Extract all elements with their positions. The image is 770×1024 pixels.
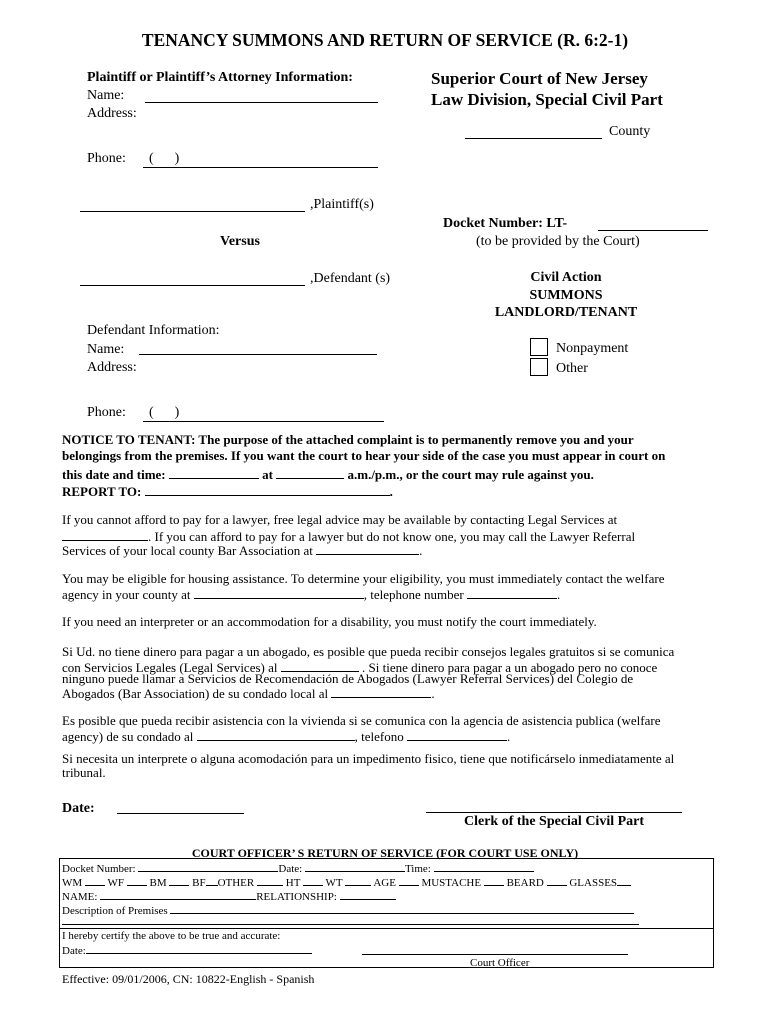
ros-wt-field[interactable] [345,875,371,886]
notice-ampm-text: a.m./p.m., or the court may rule against you. [347,467,594,482]
hearing-date-field[interactable] [169,466,259,479]
spanish1-line-4-end: . [431,686,435,701]
clerk-label: Clerk of the Special Civil Part [464,814,645,829]
spanish2-line-2b: , telefono [354,729,404,744]
ros-premises-field-2[interactable] [62,914,639,925]
ros-ht-field[interactable] [303,875,323,886]
defendant-party-field[interactable] [80,272,305,286]
defendant-name-field[interactable] [139,341,377,355]
ros-ht-label: HT [285,877,301,889]
ros-beard-label: BEARD [506,877,544,889]
defendant-party-label: ,Defendant (s) [310,271,391,286]
spanish2-line-1: Es posible que pueda recibir asistencia con la vivienda si se comunica con la agencia de asistencia publica (welfare [62,713,661,728]
ros-docket-field[interactable] [138,861,278,872]
spanish1-line-4a: Abogados (Bar Association) de su condado local al [62,686,329,701]
ros-date2-row [62,943,312,957]
nonpayment-checkbox[interactable] [530,338,548,356]
ros-certify-text: I hereby certify the above to be true and accurate: [62,930,281,942]
ros-time-field[interactable] [434,861,534,872]
plaintiff-phone-field[interactable] [143,151,378,168]
ros-relationship-label: RELATIONSHIP: [256,891,337,903]
court-officer-label: Court Officer [470,957,530,969]
ros-bf-field[interactable] [206,875,218,886]
report-to-label: REPORT TO: [62,484,142,499]
legal-line-3-text: Services of your local county Bar Association at [62,543,313,558]
spanish2-line-2-end: . [506,729,511,744]
plaintiff-name-field[interactable] [145,87,378,103]
plaintiff-name-label: Name: [87,88,125,103]
legal-line-3 [62,542,422,558]
ros-bf-label: BF [192,877,206,889]
colegio-abogados-field[interactable] [331,685,431,698]
hearing-time-field[interactable] [276,466,344,479]
legal-line-1: If you cannot afford to pay for a lawyer, free legal advice may be available by contacting Legal Services at [62,512,618,527]
spanish3-line-2: tribunal. [62,765,106,780]
versus-label: Versus [220,234,260,249]
housing-line-2 [62,586,560,602]
legal-line-3-end: . [419,543,423,558]
defendant-phone-field[interactable] [143,405,384,422]
ros-age-label: AGE [373,877,396,889]
spanish1-line-2a: con Servicios Legales (Legal Services) al [62,660,278,675]
date-label: Date: [62,801,95,816]
ros-time-label: Time: [404,863,431,875]
plaintiff-phone-paren: ( ) [149,151,180,166]
spanish3-line-1: Si necesita un interprete o alguna acomodación para un impedimento fisico, tiene que notificárselo inmediatamente al [62,751,675,766]
welfare-phone-field[interactable] [467,586,557,599]
ros-bm-label: BM [149,877,167,889]
ros-other-label: OTHER [217,877,255,889]
spanish1-line-3: ninguno puede llamar a Servicios de Recomendación de Abogados (Lawyer Referral Services) del Colegio de [62,671,634,686]
ros-name-field[interactable] [100,889,256,900]
date-field[interactable] [117,800,244,814]
spanish1-line-4 [62,685,435,701]
summons-label: SUMMONS [529,288,603,303]
other-checkbox[interactable] [530,358,548,376]
legal-services-phone-field[interactable] [62,528,148,541]
ros-glasses-field[interactable] [617,875,631,886]
footer-effective: Effective: 09/01/2006, CN: 10822-English - Spanish [62,972,315,986]
ros-bm-field[interactable] [169,875,189,886]
spanish2-line-2 [62,728,510,744]
defendant-heading: Defendant Information: [87,323,220,338]
ros-beard-field[interactable] [547,875,567,886]
court-division: Law Division, Special Civil Part [431,90,663,109]
county-field[interactable] [465,125,602,139]
report-to-end: . [389,484,393,499]
defendant-name-label: Name: [87,342,125,357]
ros-relationship-field[interactable] [340,889,396,900]
nonpayment-label: Nonpayment [556,341,629,356]
housing-line-2a: agency in your county at [62,587,191,602]
ros-glasses-label: GLASSES [569,877,618,889]
housing-line-2-end: . [557,587,561,602]
ros-mustache-field[interactable] [484,875,504,886]
clerk-signature-field[interactable] [426,800,682,813]
report-to-line [62,483,393,499]
notice-date-label: this date and time: [62,467,166,482]
page-title: TENANCY SUMMONS AND RETURN OF SERVICE (R. 6:2-1) [141,30,629,50]
defendant-phone-label: Phone: [87,405,126,420]
ros-date-field[interactable] [305,861,405,872]
docket-field[interactable] [598,217,708,231]
agencia-field[interactable] [197,728,355,741]
ros-name-row [62,889,396,903]
defendant-phone-paren: ( ) [149,405,180,420]
telefono-field[interactable] [407,728,507,741]
civil-action-label: Civil Action [530,270,602,285]
notice-at-label: at [262,467,273,482]
ros-wm-label: WM [62,877,83,889]
bar-association-phone-field[interactable] [316,542,419,555]
plaintiff-phone-label: Phone: [87,151,126,166]
ros-other-field[interactable] [257,875,283,886]
report-to-field[interactable] [145,483,390,496]
notice-line-3 [62,466,594,482]
welfare-agency-field[interactable] [194,586,364,599]
court-officer-signature-field[interactable] [362,944,628,955]
return-of-service-heading: COURT OFFICER’ S RETURN OF SERVICE (FOR COURT USE ONLY) [191,846,579,860]
interpreter-line: If you need an interpreter or an accommodation for a disability, you must notify the court immediately. [62,614,597,629]
county-label: County [609,124,651,139]
notice-line-2: belongings from the premises. If you want the court to hear your side of the case you must appear in court on [62,448,666,463]
other-label: Other [556,361,588,376]
ros-date2-label: Date: [62,945,86,957]
ros-date-label: Date: [278,863,303,875]
notice-line-1: NOTICE TO TENANT: The purpose of the attached complaint is to permanently remove you and your [62,432,634,447]
legal-line-2-text: . If you can afford to pay for a lawyer but do not know one, you may call the Lawyer Referral [148,529,636,544]
court-name: Superior Court of New Jersey [431,69,648,88]
ros-age-field[interactable] [399,875,419,886]
plaintiff-party-label: ,Plaintiff(s) [310,197,374,212]
docket-note: (to be provided by the Court) [476,234,640,249]
ros-premises-field[interactable] [170,903,634,914]
ros-wt-label: WT [325,877,343,889]
ros-name-label: NAME: [62,891,98,903]
ros-mustache-label: MUSTACHE [421,877,482,889]
ros-docket-row [62,861,534,875]
spanish1-line-1: Si Ud. no tiene dinero para pagar a un abogado, es posible que pueda recibir consejos legales gratuitos si se comunica [62,644,675,659]
housing-line-1: You may be eligible for housing assistance. To determine your eligibility, you must immediately contact the welfare [62,571,665,586]
ros-docket-label: Docket Number: [62,863,136,875]
ros-descriptors-row [62,875,631,889]
defendant-address-label: Address: [87,360,137,375]
plaintiff-party-field[interactable] [80,198,305,212]
docket-label: Docket Number: LT- [443,216,568,231]
ros-date2-field[interactable] [86,943,312,954]
housing-line-2b: , telephone number [363,587,464,602]
spanish2-line-2a: agency) de su condado al [62,729,194,744]
plaintiff-address-label: Address: [87,106,137,121]
ros-premises-label: Description of Premises [62,905,168,917]
spanish1-line-2b: . Si tiene dinero para pagar a un abogado pero no conoce [362,660,658,675]
ros-wf-field[interactable] [127,875,147,886]
ros-divider [59,928,714,929]
landlord-tenant-label: LANDLORD/TENANT [494,305,638,320]
ros-wf-label: WF [107,877,124,889]
plaintiff-heading: Plaintiff or Plaintiff’s Attorney Information: [87,70,353,85]
ros-wm-field[interactable] [85,875,105,886]
